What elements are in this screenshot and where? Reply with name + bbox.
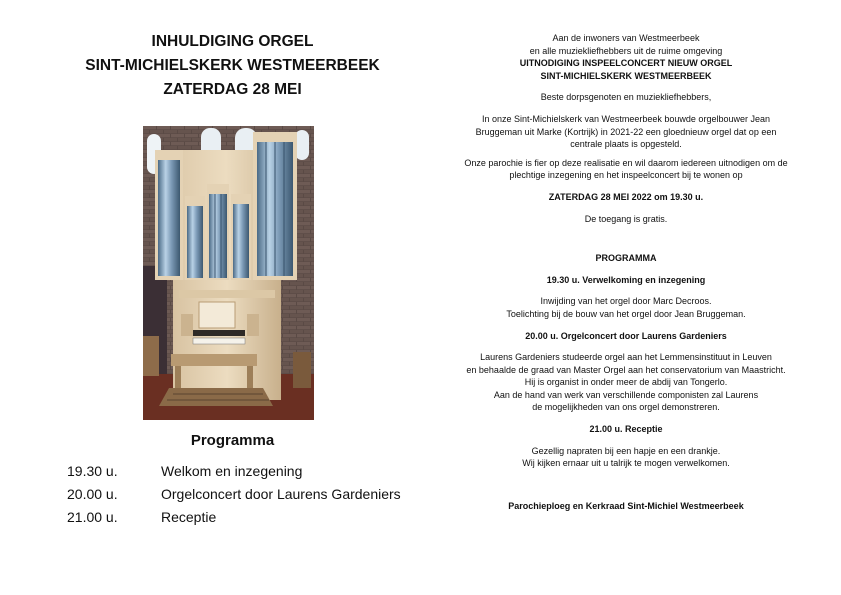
- section-2-heading: 20.00 u. Orgelconcert door Laurens Gardeniers: [525, 330, 727, 341]
- section-3-line: Wij kijken ernaar uit u talrijk te mogen verwelkomen.: [522, 458, 730, 469]
- address-line: Aan de inwoners van Westmeerbeek: [552, 33, 700, 43]
- section-2-line: en behaalde de graad van Master Orgel aan het conservatorium van Maastricht.: [466, 364, 786, 375]
- section-1-line: Inwijding van het orgel door Marc Decroos.: [540, 296, 712, 307]
- right-panel: [436, 32, 816, 512]
- section-3-line: Gezellig napraten bij een hapje en een drankje.: [531, 445, 721, 456]
- event-date: ZATERDAG 28 MEI 2022 om 19.30 u.: [548, 191, 704, 202]
- program-row: [67, 483, 447, 506]
- program-row: [67, 506, 447, 529]
- title-line-1: INHULDIGING ORGEL: [151, 33, 314, 50]
- organ-photo: [143, 126, 314, 420]
- intro-line: In onze Sint-Michielskerk van Westmeerbeek bouwde orgelbouwer Jean: [482, 113, 770, 124]
- section-1-line: Toelichting bij de bouw van het orgel door Jean Bruggeman.: [506, 308, 746, 319]
- title-line-3: ZATERDAG 28 MEI: [163, 81, 302, 98]
- signature: Parochieploeg en Kerkraad Sint-Michiel Westmeerbeek: [508, 500, 744, 511]
- church-organ-photo-icon: [143, 126, 314, 420]
- entry-note: De toegang is gratis.: [584, 213, 668, 224]
- invite-text-line: Onze parochie is fier op deze realisatie en wil daarom iedereen uitnodigen om de: [464, 157, 788, 168]
- invite-heading-line: UITNODIGING INSPEELCONCERT NIEUW ORGEL: [519, 58, 733, 69]
- section-3-heading: 21.00 u. Receptie: [589, 424, 663, 435]
- invite-text-line: plechtige inzegening en het inspeelconcert bij te wonen op: [509, 170, 743, 181]
- programma-heading: Programma: [190, 432, 275, 449]
- intro-line: centrale plaats is opgesteld.: [570, 139, 682, 150]
- address-line: en alle muziekliefhebbers uit de ruime omgeving: [529, 45, 723, 56]
- greeting: Beste dorpsgenoten en muziekliefhebbers,: [540, 92, 712, 103]
- program-row: [67, 460, 447, 483]
- section-2-line: Laurens Gardeniers studeerde orgel aan het Lemmensinstituut in Leuven: [480, 352, 772, 363]
- program-time: 19.30 u.: [67, 463, 118, 479]
- programma-title: PROGRAMMA: [595, 253, 657, 264]
- program-time: 20.00 u.: [67, 486, 118, 502]
- program-item: Welkom en inzegening: [161, 463, 303, 479]
- section-2-line: Aan de hand van werk van verschillende componisten zal Laurens: [493, 389, 759, 400]
- section-2-line: de mogelijkheden van ons orgel demonstreren.: [532, 402, 720, 413]
- intro-line: Bruggeman uit Marke (Kortrijk) in 2021-22 een gloednieuw orgel dat op een: [475, 126, 777, 137]
- section-1-heading: 19.30 u. Verwelkoming en inzegening: [546, 274, 706, 285]
- section-2-line: Hij is organist in onder meer de abdij van Tongerlo.: [524, 377, 728, 388]
- invite-heading-line: SINT-MICHIELSKERK WESTMEERBEEK: [540, 70, 712, 81]
- title-line-2: SINT-MICHIELSKERK WESTMEERBEEK: [85, 57, 380, 74]
- program-list: [67, 460, 447, 529]
- left-panel: [40, 30, 425, 525]
- program-item: Orgelconcert door Laurens Gardeniers: [161, 486, 401, 502]
- program-item: Receptie: [161, 509, 217, 525]
- program-time: 21.00 u.: [67, 509, 118, 525]
